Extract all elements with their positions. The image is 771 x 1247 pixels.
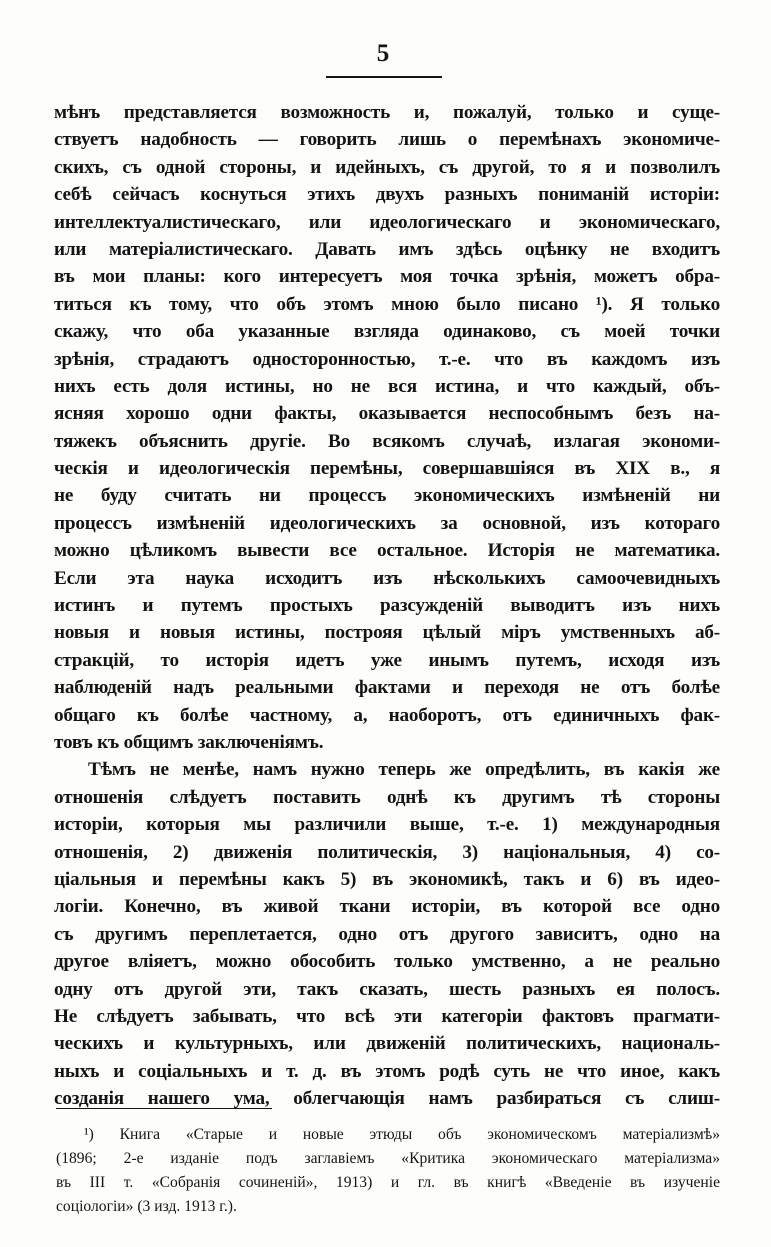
- text-line: съ другимъ переплетается, одно отъ другого зависитъ, одно на: [54, 923, 720, 945]
- text-line: наблюденій надъ реальными фактами и переходя не отъ болѣе: [54, 677, 720, 699]
- page-number: 5: [376, 40, 390, 67]
- text-line: истинъ и путемъ простыхъ разсужденій выводитъ изъ нихъ: [54, 595, 720, 617]
- text-line: скажу, что оба указанные взгляда одинаково, съ моей точки: [54, 321, 720, 343]
- text-line: себѣ сейчасъ коснуться этихъ двухъ разныхъ пониманій исторіи:: [54, 184, 720, 206]
- text-line: созданія нашего ума, облегчающія намъ разбираться съ слиш-: [54, 1088, 720, 1110]
- text-line: интеллектуалистическаго, или идеологическаго и экономическаго,: [54, 211, 720, 233]
- text-line: ческія и идеологическія перемѣны, совершавшіяся въ XIX в., я: [54, 458, 720, 480]
- text-line: ясняя хорошо одни факты, оказывается неспособнымъ безъ на-: [54, 403, 720, 425]
- text-line: или матеріалистическаго. Давать имъ здѣсь оцѣнку не входитъ: [54, 238, 720, 260]
- text-line: ческихъ и культурныхъ, или движеній политическихъ, националь-: [54, 1033, 720, 1055]
- text-line: Если эта наука исходитъ изъ нѣсколькихъ самоочевидныхъ: [54, 567, 720, 589]
- text-line: ствуетъ надобность — говорить лишь о перемѣнахъ экономиче-: [54, 129, 720, 151]
- footnote-line: соціологіи» (3 изд. 1913 г.).: [56, 1198, 237, 1215]
- text-line: не буду считать ни процессъ экономическихъ измѣненій ни: [54, 485, 720, 507]
- text-line: ціальныя и перемѣны какъ 5) въ экономикѣ, такъ и 6) въ идео-: [54, 868, 720, 890]
- footnote-line: ¹) Книга «Старые и новые этюды объ экономическомъ матеріализмѣ»: [84, 1126, 720, 1143]
- paragraph-start-line: Тѣмъ не менѣе, намъ нужно теперь же опредѣлить, въ какія же: [88, 759, 720, 781]
- text-line: отношенія, 2) движенія политическія, 3) національныя, 4) со-: [54, 841, 720, 863]
- text-line: новыя и новыя истины, построяя цѣлый міръ умственныхъ аб-: [54, 622, 720, 644]
- text-line: процессъ измѣненій идеологическихъ за основной, изъ котораго: [54, 512, 720, 534]
- text-line: мѣнъ представляется возможность и, пожалуй, только и суще-: [54, 102, 720, 123]
- paragraph-end-line: товъ къ общимъ заключеніямъ.: [54, 731, 324, 753]
- text-line: нихъ есть доля истины, но не вся истина, и что каждый, объ-: [54, 375, 720, 397]
- text-line: можно цѣликомъ вывести все остальное. Исторія не математика.: [54, 540, 720, 562]
- text-line: титься къ тому, что объ этомъ мною было писано ¹). Я только: [54, 293, 720, 315]
- text-line: зрѣнія, страдаютъ односторонностью, т.-е. что въ каждомъ изъ: [54, 348, 720, 370]
- text-line: исторіи, которыя мы различили выше, т.-е. 1) международныя: [54, 814, 720, 836]
- text-line: другое вліяетъ, можно обособить только умственно, а не реально: [54, 951, 720, 973]
- footnote: [56, 1123, 720, 1219]
- text-line: отношенія слѣдуетъ поставить однѣ къ другимъ тѣ стороны: [54, 786, 720, 808]
- text-line: ныхъ и соціальныхъ и т. д. въ этомъ родѣ суть не что иное, какъ: [54, 1060, 720, 1082]
- main-text: [54, 99, 720, 1112]
- text-line: логіи. Конечно, въ живой ткани исторіи, въ которой все одно: [54, 896, 720, 918]
- footnote-line: въ III т. «Собранія сочиненій», 1913) и гл. въ книгѣ «Введеніе въ изученіе: [56, 1174, 720, 1191]
- text-line: Не слѣдуетъ забывать, что всѣ эти категоріи фактовъ прагмати-: [54, 1005, 720, 1027]
- text-line: одну отъ другой эти, такъ сказать, шесть разныхъ ея полосъ.: [54, 978, 720, 1000]
- text-line: стракцій, то исторія идетъ уже инымъ путемъ, исходя изъ: [54, 649, 720, 671]
- text-line: скихъ, съ одной стороны, и идейныхъ, съ другой, то я и позволилъ: [54, 156, 720, 178]
- footnote-rule: [56, 1108, 272, 1109]
- text-line: общаго къ болѣе частному, а, наоборотъ, отъ единичныхъ фак-: [54, 704, 720, 726]
- text-line: тяжекъ объяснить другіе. Во всякомъ случаѣ, излагая экономи-: [54, 430, 720, 452]
- text-line: въ мои планы: кого интересуетъ моя точка зрѣнія, можетъ обра-: [54, 266, 720, 288]
- header-rule: [326, 76, 442, 78]
- footnote-line: (1896; 2-е изданіе подъ заглавіемъ «Критика экономическаго матеріализма»: [56, 1150, 720, 1167]
